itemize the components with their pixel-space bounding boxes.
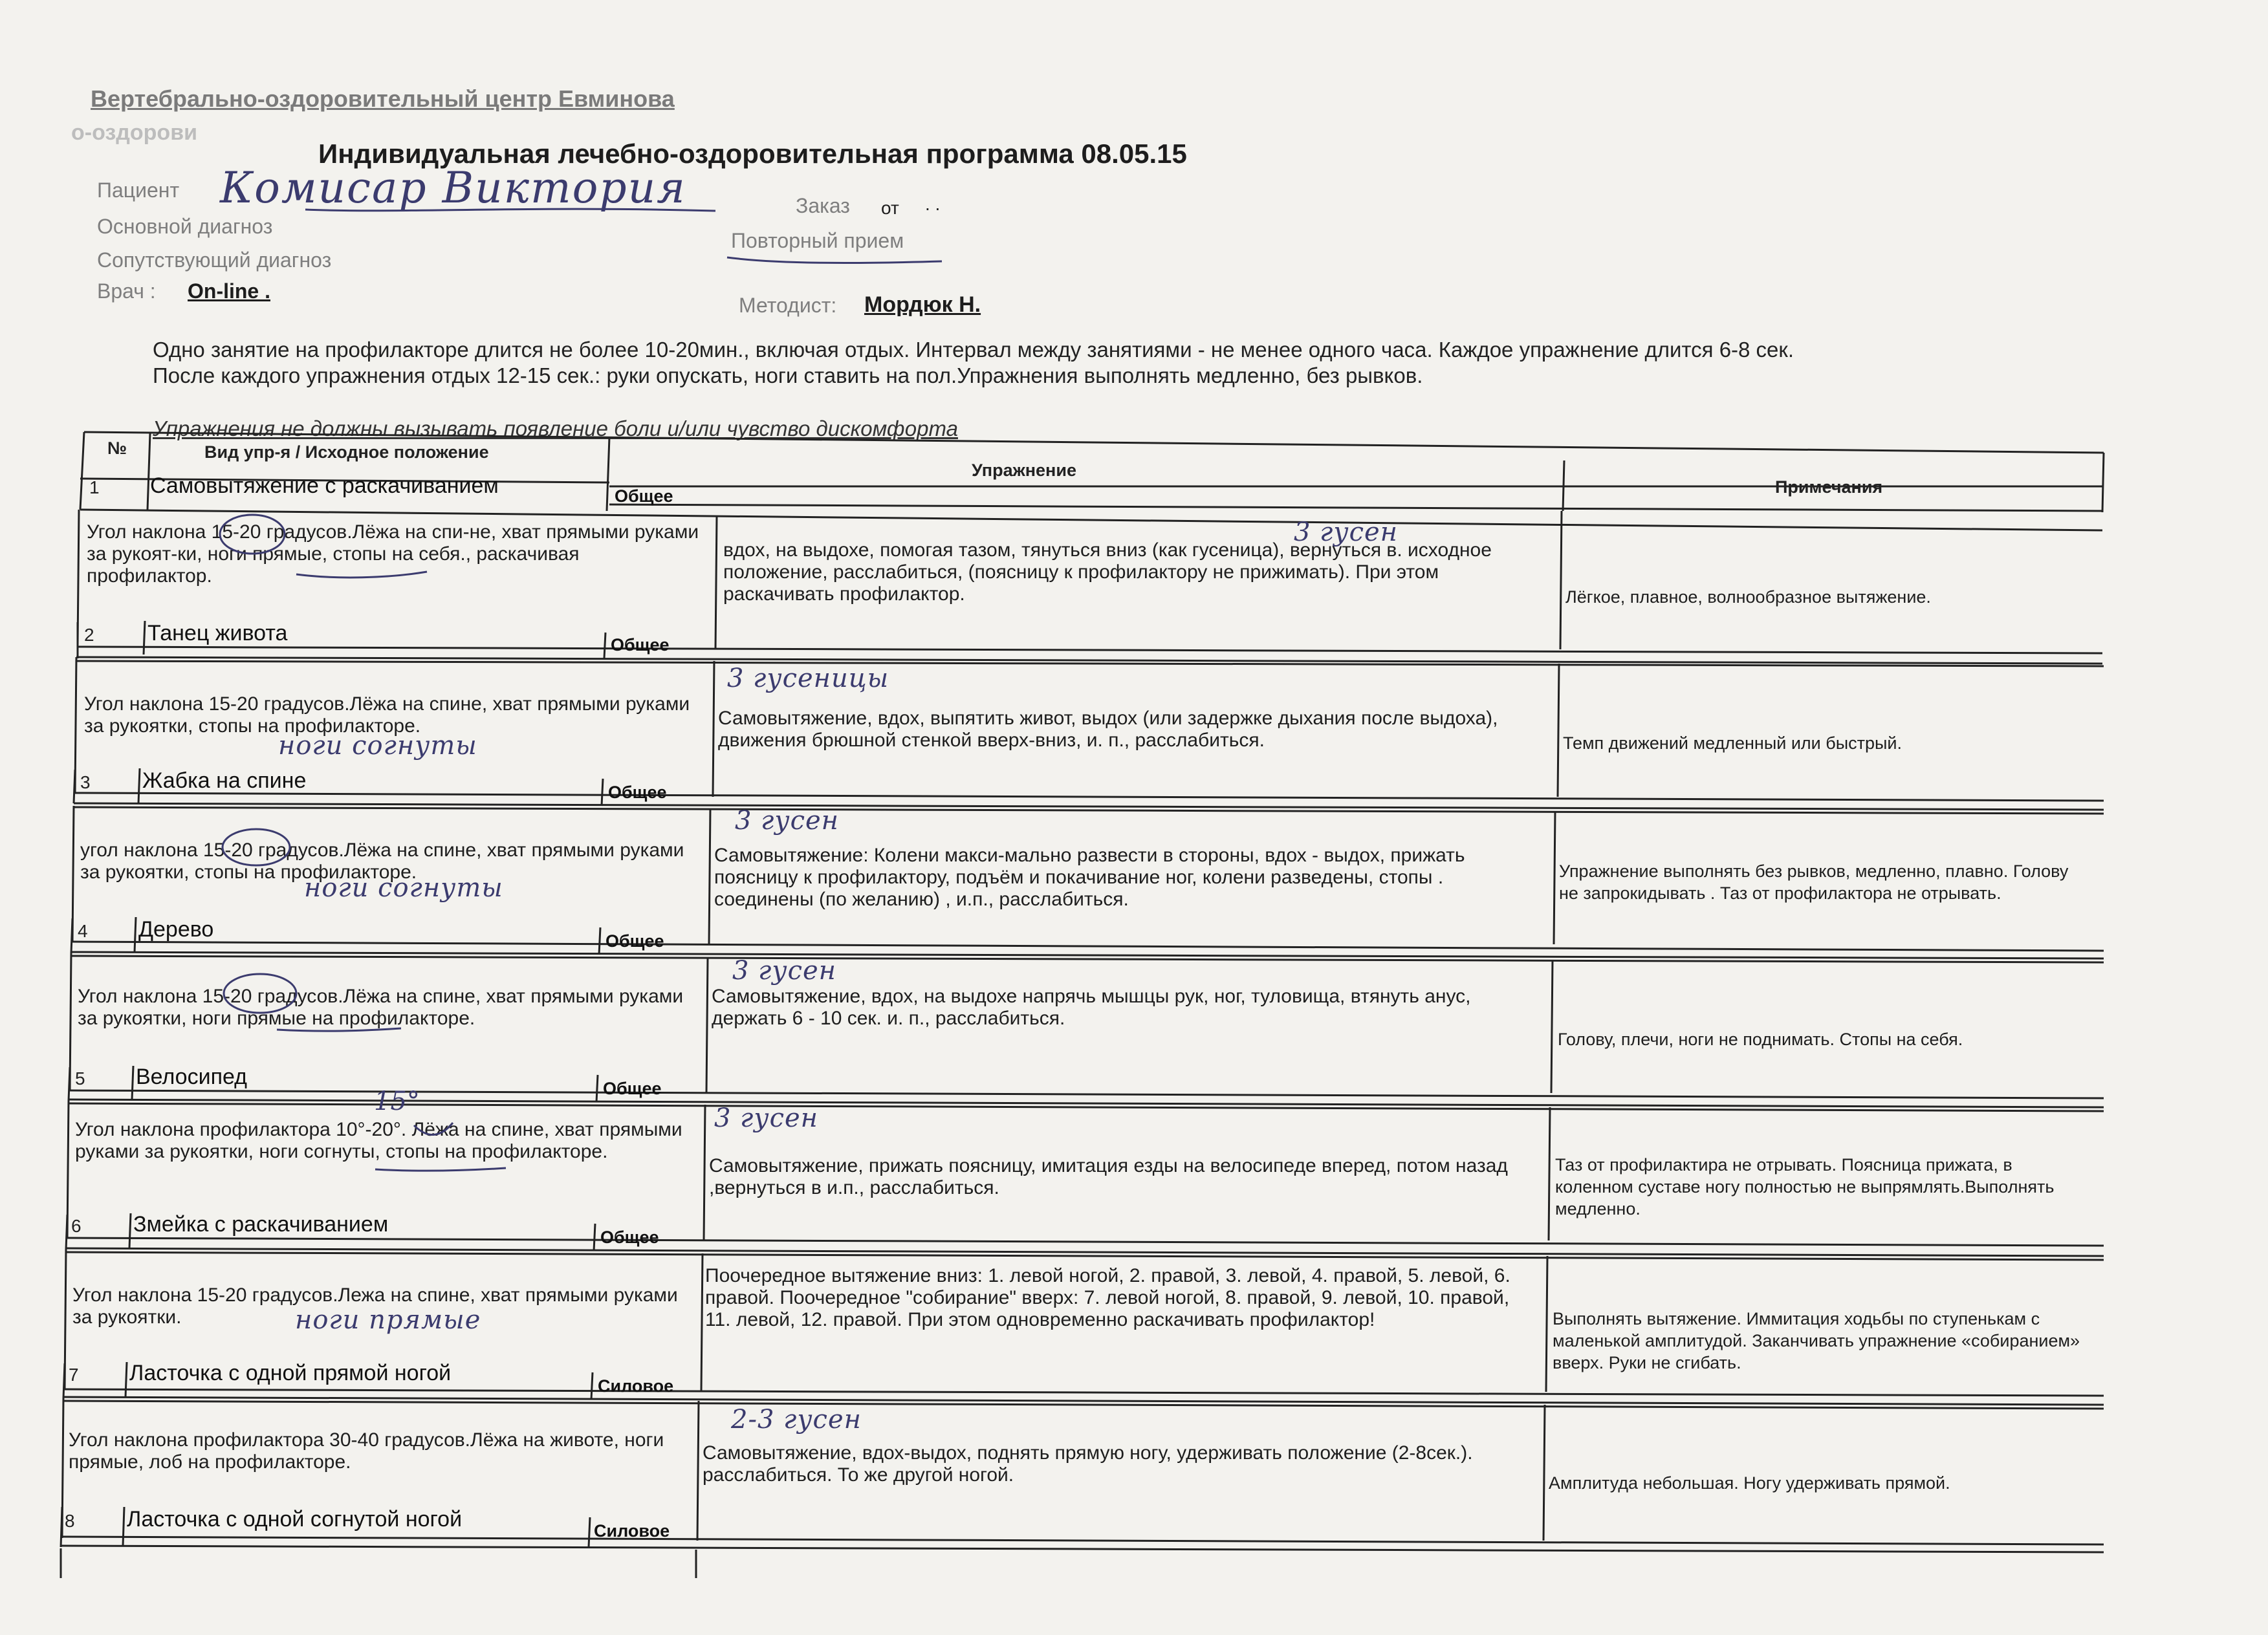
exercise-6-num: 6 (71, 1216, 82, 1236)
exercise-2-hw-start: ноги согнуты (278, 731, 477, 761)
exercise-2-type: Общее (611, 635, 670, 655)
order-dots: . . (925, 194, 941, 214)
exercise-2-num: 2 (84, 625, 94, 645)
exercise-8-num: 8 (65, 1511, 75, 1531)
exercise-6-exercise: Поочередное вытяжение вниз: 1. левой ногой, 2. правой, 3. левой, 4. правой, 5. левой, 6. правой. Поочередное "собирание" вверх: 7. левой ногой, 8. правой, 9. левой, 10. правой, 11. левой, 12. правой. При этом одновременно раскачивать профилактор! (705, 1265, 1510, 1330)
exercise-7-start-position: Угол наклона профилактора 30-40 градусов.Лёжа на животе, ноги прямые, лоб на профилакторе. (69, 1429, 664, 1473)
exercise-7-type: Силовое (598, 1376, 674, 1396)
patient-underline (304, 203, 718, 216)
exercise-1-note: Лёгкое, плавное, волнообразное вытяжение. (1565, 587, 1931, 607)
exercise-1-start-position: Угол наклона 15-20 градусов.Лёжа на спи-не, хват прямыми руками за рукоят-ки, ноги прямые, стопы на себя., раскачивая профилактор. (87, 521, 699, 587)
exercise-5-start-position: Угол наклона профилактора 10°-20°. Лёжа на спине, хват прямыми руками за рукоятки, ноги согнуты, стопы на профилакторе. (75, 1119, 682, 1162)
order-from-label: от (881, 198, 899, 218)
col-header-notes: Примечания (1775, 477, 1883, 497)
exercise-2-note: Темп движений медленный или быстрый. (1563, 733, 1902, 753)
exercise-3-name: Жабка на спине (142, 768, 307, 793)
exercise-6-hw-start: ноги прямые (295, 1305, 481, 1335)
warning-text: Упражнения не должны вызывать появление боли и/или чувство дискомфорта (153, 417, 958, 440)
exercise-1-name: Самовытяжение с раскачиванием (150, 473, 499, 498)
exercise-3-hw-note: 3 гусен (735, 806, 840, 836)
exercise-3-type: Общее (608, 783, 667, 802)
doctor-label: Врач : (97, 279, 156, 303)
exercise-4-note: Голову, плечи, ноги не поднимать. Стопы на себя. (1558, 1030, 1963, 1049)
instruction-line-1: Одно занятие на профилакторе длится не более 10-20мин., включая отдых. Интервал между занятиями - не менее одного часа. Каждое упражнение длится 6-8 сек. (153, 338, 1794, 362)
exercise-5-note: Таз от профилактира не отрывать. Поясница прижата, в коленном суставе ногу полностью не выпрямлять.Выполнять медленно. (1555, 1155, 2055, 1218)
center-name: Вертебрально-оздоровительный центр Евминова (91, 85, 675, 112)
exercise-4-exercise: Самовытяжение, вдох, на выдохе напрячь мышцы рук, ног, туловища, втянуть анус, держать 6 - 10 сек. и. п., расслабиться. (712, 986, 1471, 1029)
exercise-4-hw-note: 3 гусен (732, 956, 837, 986)
exercise-6-type: Общее (600, 1228, 659, 1247)
exercise-8-type: Силовое (594, 1521, 670, 1541)
exercise-8-name: Ласточка с одной согнутой ногой (127, 1507, 463, 1532)
exercise-2-hw-note: 3 гусеницы (727, 664, 889, 693)
exercise-4-type: Общее (605, 931, 664, 951)
visit-type-handwritten-mark (725, 252, 944, 269)
patient-name-handwritten: Комисар Виктория (220, 163, 686, 213)
col-header-type-position: Вид упр-я / Исходное положение (204, 442, 489, 462)
co-diagnosis-label: Сопутствующий диагноз (97, 248, 332, 272)
exercise-5-exercise: Самовытяжение, прижать поясницу, имитация езды на велосипеде вперед, потом назад ,вернуться в и.п., расслабиться. (709, 1155, 1508, 1198)
page-title: Индивидуальная лечебно-оздоровительная программа 08.05.15 (318, 138, 1187, 169)
exercise-7-hw-note: 2-3 гусен (731, 1405, 862, 1435)
exercise-6-note: Выполнять вытяжение. Иммитация ходьбы по ступенькам с маленькой амплитудой. Заканчивать упражнение «собиранием» вверх. Руки не сгибать. (1553, 1309, 2080, 1372)
exercise-5-num: 5 (75, 1068, 85, 1088)
exercise-1-hw-note: 3 гусен (1294, 517, 1399, 547)
exercise-7-name: Ласточка с одной прямой ногой (129, 1361, 452, 1385)
visit-type: Повторный прием (731, 229, 904, 252)
exercise-4-name: Дерево (138, 917, 214, 942)
exercise-6-name: Змейка с раскачиванием (133, 1212, 389, 1237)
exercise-5-hw-note: 3 гусен (714, 1103, 819, 1133)
exercise-3-start-position: угол наклона 15-20 градусов.Лёжа на спине, хват прямыми руками за рукоятки, стопы на профилакторе. (80, 839, 684, 883)
exercise-7-num: 7 (69, 1365, 79, 1385)
exercise-1-num: 1 (89, 477, 100, 497)
exercise-4-num: 4 (78, 921, 88, 941)
exercise-2-name: Танец живота (147, 621, 288, 645)
patient-label: Пациент (97, 179, 180, 202)
exercise-3-note: Упражнение выполнять без рывков, медленно, плавно. Голову не запрокидывать . Таз от профилактора не отрывать. (1559, 861, 2069, 903)
col-header-num: № (107, 439, 127, 458)
exercise-7-exercise: Самовытяжение, вдох-выдох, поднять прямую ногу, удерживать положение (2-8сек.). расслабиться. То же другой ногой. (703, 1442, 1473, 1486)
instruction-line-2: После каждого упражнения отдых 12-15 сек.: руки опускать, ноги ставить на пол.Упражнения выполнять медленно, без рывков. (153, 363, 1423, 387)
methodist-value: Мордюк Н. (864, 292, 981, 317)
center-name-cut: о-оздорови (71, 120, 198, 145)
exercise-6-start-position: Угол наклона 15-20 градусов.Лежа на спине, хват прямыми руками за рукоятки. (72, 1284, 678, 1328)
order-label: Заказ (796, 194, 850, 217)
exercise-3-hw-start: ноги согнуты (304, 873, 503, 903)
main-diagnosis-label: Основной диагноз (97, 215, 273, 238)
exercise-5-type: Общее (603, 1079, 662, 1098)
exercise-5-hw-start: 15° (374, 1087, 420, 1116)
col-header-exercise: Упражнение (972, 460, 1076, 480)
exercise-5-name: Велосипед (136, 1065, 247, 1089)
methodist-label: Методист: (739, 294, 837, 317)
exercise-1-exercise: вдох, на выдохе, помогая тазом, тянуться вниз (как гусеница), вернуться в. исходное положение, расслабиться, (поясницу к профилактору не прижимать). При этом раскачивать профилактор. (723, 539, 1492, 605)
exercise-1-type: Общее (615, 486, 673, 506)
exercise-4-start-position: Угол наклона 15-20 градусов.Лёжа на спине, хват прямыми руками за рукоятки, ноги прямые на профилакторе. (78, 986, 684, 1029)
doctor-value: On-line . (188, 279, 270, 303)
exercise-3-num: 3 (80, 772, 91, 792)
exercise-7-note: Амплитуда небольшая. Ногу удерживать прямой. (1549, 1473, 1950, 1493)
exercise-2-exercise: Самовытяжение, вдох, выпятить живот, выдох (или задержке дыхания после выдоха), движения брюшной стенкой вверх-вниз, и. п., расслабиться. (718, 708, 1498, 751)
exercise-2-start-position: Угол наклона 15-20 градусов.Лёжа на спине, хват прямыми руками за рукоятки, стопы на профилакторе. (84, 693, 690, 737)
exercise-3-exercise: Самовытяжение: Колени макси-мально развести в стороны, вдох - выдох, прижать поясницу к профилактору, подъём и покачивание ног, колени разведены, стопы . соединены (по желанию) , и.п., расслабиться. (714, 845, 1465, 910)
